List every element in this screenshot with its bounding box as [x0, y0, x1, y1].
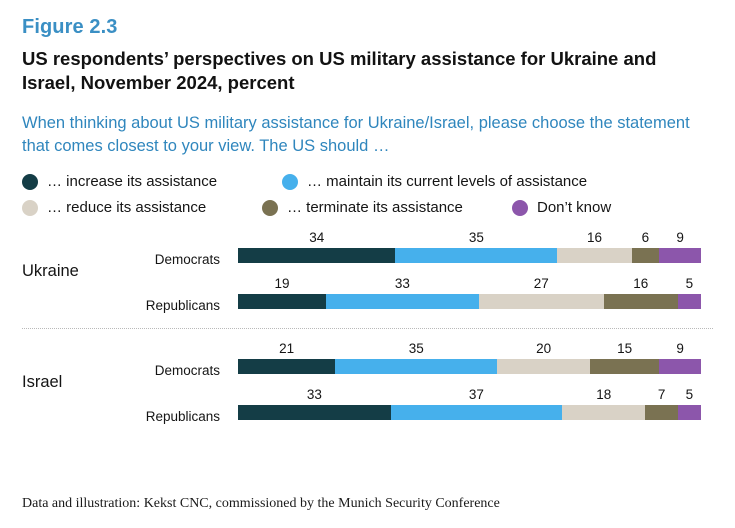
- legend: [22, 173, 713, 216]
- legend-row-2: [22, 199, 713, 216]
- group-ukraine: [22, 226, 713, 318]
- bar-segment: [238, 359, 335, 374]
- bar-segment: [497, 359, 590, 374]
- row-label-ukraine-democrats: Democrats: [154, 252, 220, 268]
- figure-number: Figure 2.3: [22, 16, 118, 38]
- table-row: [22, 337, 713, 383]
- row-label-ukraine-republicans: Republicans: [145, 298, 220, 314]
- bar-value-label: 20: [536, 341, 552, 357]
- legend-swatch-reduce: [22, 200, 38, 216]
- legend-item-maintain: [282, 173, 662, 190]
- legend-label-reduce: … reduce its assistance: [47, 199, 207, 217]
- bar-segment: [632, 248, 660, 263]
- bar-value-label: 5: [685, 276, 694, 292]
- bar-segment: [557, 248, 631, 263]
- stacked-bar-chart: [22, 226, 713, 429]
- group-divider: [22, 328, 713, 329]
- bar-value-label: 37: [468, 387, 484, 403]
- bar-value-label: 16: [586, 230, 603, 246]
- bar-israel-democrats: [238, 341, 701, 374]
- legend-item-dont-know: [512, 199, 692, 216]
- group-label-israel: Israel: [22, 373, 63, 392]
- bar-segment: [395, 248, 557, 263]
- bar-value-label: 34: [309, 230, 325, 246]
- bar-segment: [326, 294, 479, 309]
- bar-segment: [562, 405, 645, 420]
- legend-label-terminate: … terminate its assistance: [287, 199, 463, 217]
- bar-value-label: 35: [408, 341, 424, 357]
- bar-segment: [238, 294, 326, 309]
- bar-value-label: 18: [596, 387, 612, 403]
- bar-value-label: 5: [685, 387, 694, 403]
- bar-value-label: 33: [306, 387, 322, 403]
- bar-segment: [590, 359, 659, 374]
- bar-value-label: 9: [676, 230, 684, 246]
- table-row: [22, 383, 713, 429]
- bar-segment: [604, 294, 678, 309]
- bar-segment: [391, 405, 562, 420]
- bar-value-label: 27: [533, 276, 549, 292]
- figure-question: When thinking about US military assistance for Ukraine/Israel, please choose the statement that comes closest to your view. The US should …: [22, 113, 690, 155]
- bar-value-label: 19: [274, 276, 290, 292]
- legend-label-increase: … increase its assistance: [47, 173, 218, 191]
- figure-title: US respondents’ perspectives on US military assistance for Ukraine and Israel, November 2024, percent: [22, 48, 657, 94]
- bar-segment: [238, 248, 395, 263]
- bar-value-label: 21: [279, 341, 295, 357]
- bar-israel-republicans: [238, 387, 701, 420]
- bar-segment: [479, 294, 604, 309]
- bar-segment: [678, 294, 701, 309]
- bar-segment: [645, 405, 677, 420]
- bar-value-label: 33: [394, 276, 410, 292]
- source-note: Data and illustration: Kekst CNC, commissioned by the Munich Security Conference: [22, 496, 500, 511]
- bar-value-label: 9: [676, 341, 684, 357]
- table-row: [22, 226, 713, 272]
- bar-segment: [335, 359, 497, 374]
- legend-item-increase: [22, 173, 282, 190]
- legend-row-1: [22, 173, 713, 190]
- row-label-israel-republicans: Republicans: [145, 409, 220, 425]
- legend-swatch-increase: [22, 174, 38, 190]
- legend-swatch-dont-know: [512, 200, 528, 216]
- legend-swatch-maintain: [282, 174, 298, 190]
- bar-value-label: 7: [657, 387, 666, 403]
- legend-swatch-terminate: [262, 200, 278, 216]
- legend-item-reduce: [22, 199, 262, 216]
- legend-item-terminate: [262, 199, 512, 216]
- group-label-ukraine: Ukraine: [22, 262, 79, 281]
- legend-label-dont-know: Don’t know: [537, 199, 612, 217]
- bar-value-label: 15: [617, 341, 633, 357]
- bar-segment: [659, 359, 701, 374]
- bar-value-label: 35: [468, 230, 484, 246]
- table-row: [22, 272, 713, 318]
- bar-value-label: 6: [641, 230, 650, 246]
- bar-segment: [678, 405, 701, 420]
- bar-ukraine-democrats: [238, 230, 701, 263]
- row-label-israel-democrats: Democrats: [154, 363, 220, 379]
- bar-segment: [659, 248, 701, 263]
- group-israel: [22, 337, 713, 429]
- bar-value-label: 16: [633, 276, 649, 292]
- bar-ukraine-republicans: [238, 276, 701, 309]
- bar-segment: [238, 405, 391, 420]
- legend-label-maintain: … maintain its current levels of assistance: [307, 173, 588, 191]
